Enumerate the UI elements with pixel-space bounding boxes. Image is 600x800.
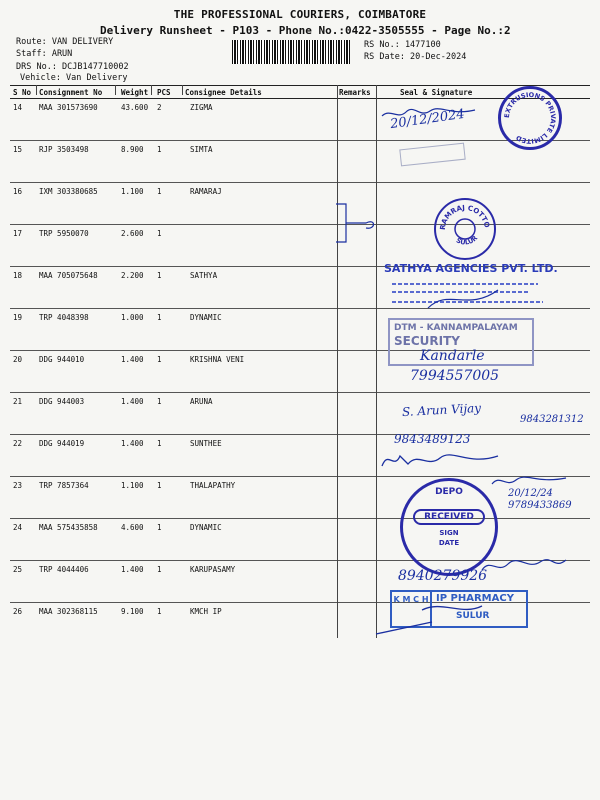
cell-sno: 26 <box>13 607 23 616</box>
table-row <box>10 225 590 267</box>
cell-sno: 25 <box>10 561 36 603</box>
cell-weight: 1.100 <box>118 477 154 519</box>
row26-signature <box>372 598 502 638</box>
col-pcs: PCS <box>154 86 182 99</box>
cell-pcs: 1 <box>154 519 182 561</box>
col-weight: Weight <box>118 86 154 99</box>
depo-seal-top: DEPO <box>435 487 463 497</box>
row25-signature <box>480 556 570 576</box>
dtm-stamp-line: DTM - KANNAMPALAYAM <box>394 323 518 333</box>
cell-remarks <box>336 309 378 351</box>
cell-weight: 1.400 <box>118 561 154 603</box>
cell-pcs: 1 <box>154 141 182 183</box>
cell-consignee: DYNAMIC <box>182 309 336 351</box>
document-title: THE PROFESSIONAL COURIERS, COIMBATORE <box>173 8 427 21</box>
cell-sno: 23 <box>10 477 36 519</box>
cell-remarks <box>336 267 378 309</box>
grid-line <box>151 85 152 95</box>
row21-signature: S. Arun Vijay <box>401 400 482 420</box>
row22-signature <box>378 448 508 472</box>
cell-sno: 17 <box>10 225 36 267</box>
cell-pcs: 1 <box>157 607 162 616</box>
cell-remarks <box>336 435 378 477</box>
extrusion-seal-text: EXTRUSIONS PRIVATE LIMITED <box>502 90 558 146</box>
kmch-letters: K M C H <box>392 592 432 626</box>
cell-pcs: 1 <box>154 393 182 435</box>
ramraj-seal <box>434 198 496 260</box>
row20-signature: Kandarle <box>420 348 485 364</box>
cell-remarks <box>336 519 378 561</box>
cell-consignment: TRP 4048398 <box>36 309 118 351</box>
cell-weight: 9.100 <box>121 607 144 616</box>
svg-text:RAMRAJ COTTON <box>436 200 491 230</box>
cell-consignment: TRP 4044406 <box>36 561 118 603</box>
cell-consignee: KARUPASAMY <box>182 561 336 603</box>
drs-number: DRS No.: DCJB147710002 <box>16 62 129 72</box>
svg-text:EXTRUSIONS PRIVATE LIMITED <box>503 91 557 145</box>
cell-pcs: 1 <box>154 183 182 225</box>
depo-seal-sign: SIGN <box>439 529 459 537</box>
barcode <box>232 40 350 64</box>
cell-pcs: 1 <box>154 309 182 351</box>
cell-consignee: ZIGMA <box>182 99 336 141</box>
dtm-stamp-security: SECURITY <box>394 334 460 348</box>
cell-sno: 14 <box>10 99 36 141</box>
cell-weight: 43.600 <box>118 99 154 141</box>
sathya-agencies-stamp: SATHYA AGENCIES PVT. LTD. <box>384 262 558 275</box>
cell-consignee: SIMTA <box>182 141 336 183</box>
cell-consignment: MAA 302368115 <box>39 607 98 616</box>
cell-consignee: KRISHNA VENI <box>182 351 336 393</box>
cell-pcs: 1 <box>154 351 182 393</box>
cell-sno: 22 <box>10 435 36 477</box>
table-row <box>10 519 590 561</box>
row20-phone: 7994557005 <box>410 368 500 384</box>
row23-date: 20/12/24 <box>508 488 553 499</box>
staff-label: Staff: ARUN <box>16 49 73 59</box>
row21-phone: 9843281312 <box>520 414 584 425</box>
grid-line <box>337 85 338 638</box>
bracket-scribble <box>330 198 380 248</box>
route-label: Route: VAN DELIVERY <box>16 37 114 47</box>
cell-consignee <box>182 225 336 267</box>
cell-remarks <box>336 393 378 435</box>
cell-consignee: DYNAMIC <box>182 519 336 561</box>
col-consignment: Consignment No <box>36 86 118 99</box>
cell-weight: 4.600 <box>118 519 154 561</box>
row23-signature <box>490 474 570 488</box>
cell-weight: 2.600 <box>118 225 154 267</box>
cell-pcs: 1 <box>154 225 182 267</box>
grid-line <box>182 85 183 95</box>
cell-consignee: SUNTHEE <box>182 435 336 477</box>
cell-sno: 20 <box>10 351 36 393</box>
cell-weight: 2.200 <box>118 267 154 309</box>
depo-seal-date: DATE <box>438 539 460 547</box>
cell-consignment: MAA 705075648 <box>36 267 118 309</box>
cell-consignee: THALAPATHY <box>182 477 336 519</box>
cell-consignment: DDG 944003 <box>36 393 118 435</box>
cell-remarks <box>336 351 378 393</box>
rs-number: RS No.: 1477100 <box>364 40 441 50</box>
row22-phone: 9843489123 <box>394 432 471 446</box>
vehicle-label: Vehicle: Van Delivery <box>20 73 128 83</box>
cell-remarks <box>336 99 378 141</box>
grid-line <box>115 85 116 95</box>
cell-consignment: MAA 301573690 <box>36 99 118 141</box>
signature-date: 20/12/2024 <box>389 106 466 133</box>
cell-consignment: IXM 303380685 <box>36 183 118 225</box>
cell-consignee: ARUNA <box>182 393 336 435</box>
cell-remarks <box>336 561 378 603</box>
kmch-sulur-label: SULUR <box>456 611 490 621</box>
cell-consignment: TRP 7857364 <box>36 477 118 519</box>
depo-seal-received: RECEIVED <box>413 509 485 525</box>
cell-pcs: 1 <box>154 477 182 519</box>
cell-consignment: DDG 944010 <box>36 351 118 393</box>
document-subtitle: Delivery Runsheet - P103 - Phone No.:0422-3505555 - Page No.:2 <box>100 24 511 37</box>
cell-sno: 16 <box>10 183 36 225</box>
ramraj-seal-top: RAMRAJ COTTO <box>438 203 491 231</box>
cell-weight: 8.900 <box>118 141 154 183</box>
cell-weight: 1.100 <box>118 183 154 225</box>
cell-consignment: MAA 575435858 <box>36 519 118 561</box>
cell-weight: 1.400 <box>118 393 154 435</box>
kmch-pharmacy-label: IP PHARMACY <box>436 593 514 604</box>
cell-pcs: 1 <box>154 435 182 477</box>
col-seal-signature: Seal & Signature <box>378 86 590 99</box>
cell-remarks <box>336 477 378 519</box>
extrusion-seal <box>498 86 562 150</box>
cell-consignee: RAMARAJ <box>182 183 336 225</box>
cell-weight: 1.400 <box>118 351 154 393</box>
ramraj-seal-bottom: SULUR <box>454 234 480 247</box>
cell-sno: 15 <box>10 141 36 183</box>
cell-pcs: 1 <box>154 267 182 309</box>
cell-consignment: TRP 5950070 <box>36 225 118 267</box>
cell-weight: 1.400 <box>118 435 154 477</box>
row23-phone: 9789433869 <box>508 500 572 511</box>
sathya-stamp-lines <box>388 278 548 314</box>
signature-scribble <box>380 106 480 122</box>
row25-phone: 8940279926 <box>398 568 488 584</box>
cell-weight: 1.000 <box>118 309 154 351</box>
col-remarks: Remarks <box>336 86 378 99</box>
cell-remarks <box>336 141 378 183</box>
col-consignee: Consignee Details <box>182 86 336 99</box>
table-row <box>10 393 590 435</box>
cell-consignee: SATHYA <box>182 267 336 309</box>
rs-date: RS Date: 20-Dec-2024 <box>364 52 467 62</box>
cell-pcs: 2 <box>154 99 182 141</box>
cell-consignment: RJP 3503498 <box>36 141 118 183</box>
cell-sno: 24 <box>10 519 36 561</box>
cell-sno: 19 <box>10 309 36 351</box>
cell-consignee: KMCH IP <box>190 607 222 616</box>
grid-line <box>376 85 377 638</box>
col-sno: S No <box>10 86 36 99</box>
grid-line <box>36 85 37 95</box>
cell-sno: 21 <box>10 393 36 435</box>
cell-pcs: 1 <box>154 561 182 603</box>
table-row <box>10 183 590 225</box>
cell-consignment: DDG 944019 <box>36 435 118 477</box>
cell-sno: 18 <box>10 267 36 309</box>
